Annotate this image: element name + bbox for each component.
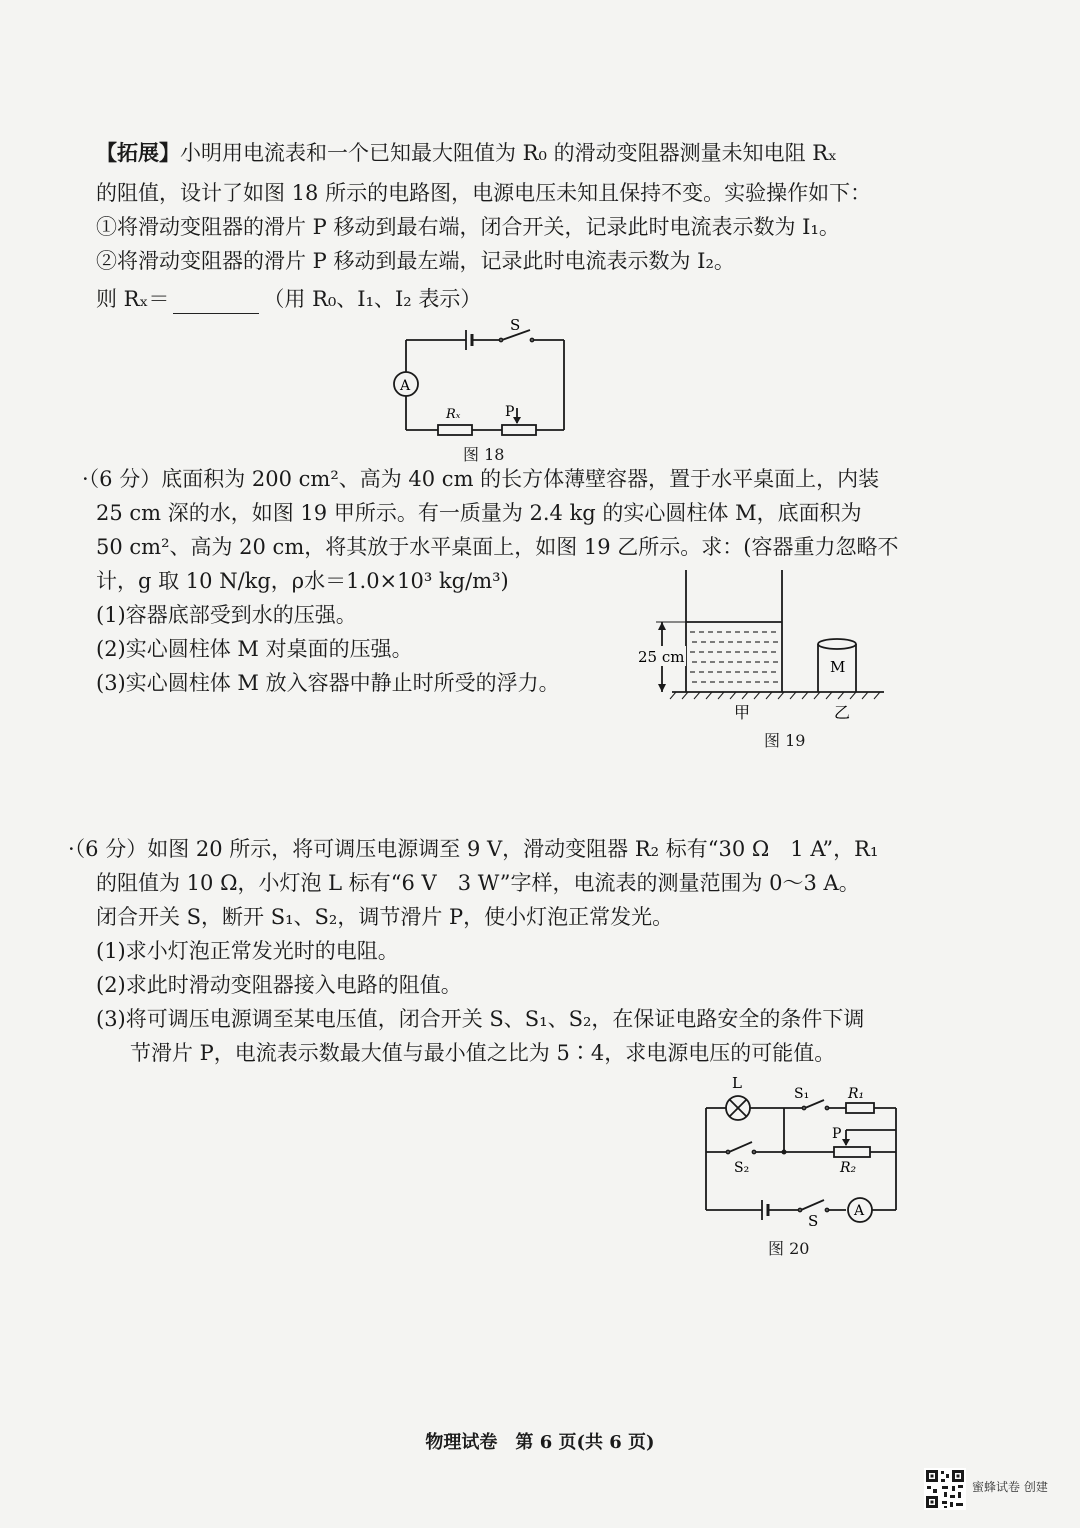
fig19-depth-label: 25 cm [638, 648, 685, 666]
figure-19-caption: 图 19 [764, 731, 806, 750]
expansion-line2: 的阻值，设计了如图 18 所示的电路图，电源电压未知且保持不变。实验操作如下： [96, 181, 872, 205]
q2-sub2: (2)实心圆柱体 M 对桌面的压强。 [96, 637, 413, 661]
q2-line4: 计，g 取 10 N/kg，ρ水＝1.0×10³ kg/m³) [96, 569, 509, 593]
fig19-label-a: 甲 [734, 703, 751, 722]
expansion-answer-line: 则 Rₓ＝ （用 R₀、I₁、I₂ 表示） [96, 284, 481, 314]
expansion-step2: ②将滑动变阻器的滑片 P 移动到最左端，记录此时电流表示数为 I₂。 [96, 249, 735, 273]
q2-line1: ·（6 分）底面积为 200 cm²、高为 40 cm 的长方体薄壁容器，置于水平桌面上，内装 [82, 467, 880, 491]
fig19-label-b: 乙 [834, 703, 851, 722]
figure-20-caption: 图 20 [768, 1239, 810, 1258]
q3-sub1: (1)求小灯泡正常发光时的电阻。 [96, 939, 399, 963]
fig20-p-label: P [832, 1126, 842, 1142]
q2-sub3: (3)实心圆柱体 M 放入容器中静止时所受的浮力。 [96, 671, 560, 695]
q3-line1: ·（6 分）如图 20 所示，将可调压电源调至 9 V，滑动变阻器 R₂ 标有“30 Ω 1 A”，R₁ [68, 837, 879, 861]
expansion-tag: 【拓展】 [96, 140, 180, 165]
q2-line2: 25 cm 深的水，如图 19 甲所示。有一质量为 2.4 kg 的实心圆柱体 M，底面积为 [96, 501, 862, 525]
answer-blank [173, 291, 259, 314]
figure-19-diagram [632, 566, 894, 726]
fig18-switch-label: S [510, 316, 521, 334]
brand-label: 蜜蜂试卷 创建 [972, 1480, 1048, 1494]
figure-18-caption: 图 18 [463, 445, 505, 464]
fig20-s1-label: S₁ [794, 1086, 810, 1102]
fig20-r2-label: R₂ [840, 1160, 857, 1176]
q3-line3: 闭合开关 S，断开 S₁、S₂，调节滑片 P，使小灯泡正常发光。 [96, 905, 674, 929]
q2-sub1: (1)容器底部受到水的压强。 [96, 603, 357, 627]
fig20-lamp-label: L [732, 1074, 742, 1092]
fig18-ammeter-label: A [400, 378, 411, 394]
q3-sub2: (2)求此时滑动变阻器接入电路的阻值。 [96, 973, 462, 997]
expansion-line1: 【拓展】小明用电流表和一个已知最大阻值为 R₀ 的滑动变阻器测量未知电阻 Rₓ [96, 140, 837, 165]
fig20-r1-label: R₁ [848, 1086, 865, 1102]
fig18-slider-label: P [505, 404, 515, 420]
q3-sub3a: (3)将可调压电源调至某电压值，闭合开关 S、S₁、S₂，在保证电路安全的条件下调 [96, 1007, 865, 1031]
q3-line2: 的阻值为 10 Ω，小灯泡 L 标有“6 V 3 W”字样，电流表的测量范围为 0～3 A。 [96, 871, 860, 895]
q2-line3: 50 cm²、高为 20 cm，将其放于水平桌面上，如图 19 乙所示。求：(容器重力忽略不 [96, 535, 899, 559]
fig20-ammeter-label: A [854, 1203, 865, 1219]
fig18-resistor-label: Rₓ [446, 407, 461, 422]
fig20-s-label: S [808, 1212, 819, 1230]
fig20-s2-label: S₂ [734, 1160, 750, 1176]
page-footer: 物理试卷 第 6 页(共 6 页) [425, 1432, 655, 1453]
fig19-cylinder-label: M [830, 658, 846, 676]
figure-18-circuit [384, 316, 584, 440]
figure-20-circuit [696, 1070, 908, 1232]
expansion-step1: ①将滑动变阻器的滑片 P 移动到最右端，闭合开关，记录此时电流表示数为 I₁。 [96, 215, 840, 239]
depth-arrow-up-icon [658, 622, 666, 630]
slider-arrow-icon [842, 1139, 850, 1146]
qr-code-icon [924, 1468, 966, 1510]
q3-sub3b: 节滑片 P，电流表示数最大值与最小值之比为 5∶4，求电源电压的可能值。 [130, 1041, 836, 1065]
depth-arrow-down-icon [658, 684, 666, 692]
